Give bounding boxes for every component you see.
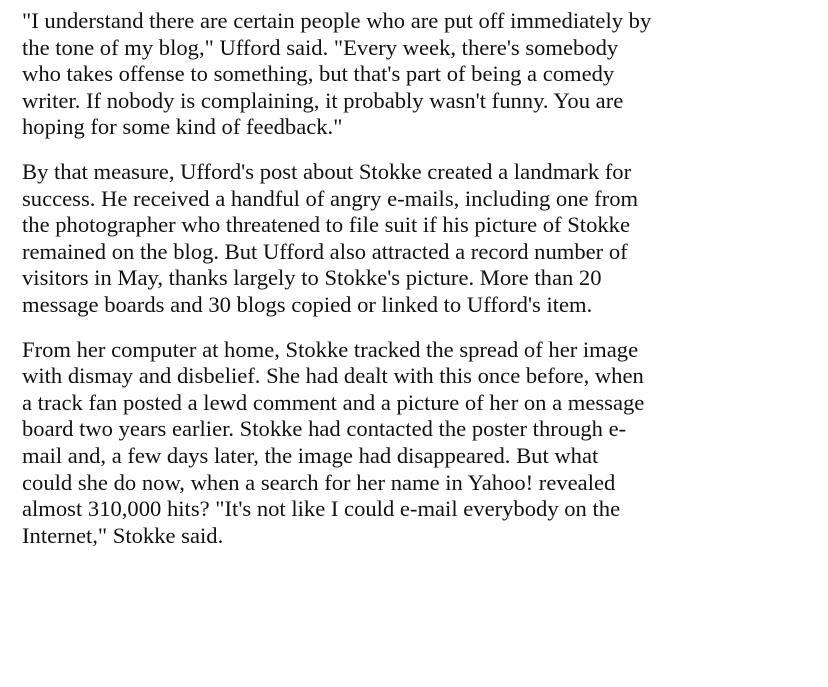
text-line: the photographer who threatened to file suit if his picture of Stokke [22,212,630,238]
text-line: success. He received a handful of angry e-mails, including one from [22,185,639,211]
text-line: writer. If nobody is complaining, it probably wasn't funny. You are [22,87,624,113]
text-line: could she do now, when a search for her name in Yahoo! revealed [22,469,616,495]
paragraph-stokke-tracking [22,337,822,550]
text-line: From her computer at home, Stokke tracked the spread of her image [22,336,639,362]
text-line: hoping for some kind of feedback." [22,114,343,140]
text-line: By that measure, Ufford's post about Stokke created a landmark for [22,158,632,184]
text-line: a track fan posted a lewd comment and a picture of her on a message [22,389,645,415]
text-line: message boards and 30 blogs copied or linked to Ufford's item. [22,291,593,317]
text-line: mail and, a few days later, the image had disappeared. But what [22,442,599,468]
text-line: with dismay and disbelief. She had dealt with this once before, when [22,363,644,389]
text-line: "I understand there are certain people who are put off immediately by [22,8,652,33]
text-line: almost 310,000 hits? "It's not like I could e-mail everybody on the [22,496,621,522]
paragraph-landmark [22,159,822,319]
text-line: Internet," Stokke said. [22,522,224,548]
text-line: remained on the blog. But Ufford also attracted a record number of [22,238,628,264]
paragraph-ufford-quote [22,8,822,141]
text-line: who takes offense to something, but that's part of being a comedy [22,61,615,87]
article-body [22,8,822,567]
text-line: board two years earlier. Stokke had contacted the poster through e- [22,416,627,442]
text-line: the tone of my blog," Ufford said. "Every week, there's somebody [22,34,619,60]
text-line: visitors in May, thanks largely to Stokke's picture. More than 20 [22,265,602,291]
